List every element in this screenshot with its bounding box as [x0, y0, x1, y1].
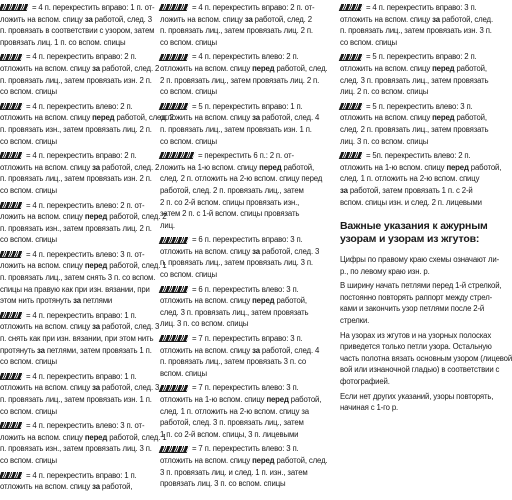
legend-entry	[0, 150, 158, 196]
legend-entry	[340, 101, 500, 147]
legend-entry-line: п. снять как при изн. вязании, при этом нить	[0, 334, 154, 344]
legend-entry-line: отложить на вспом. спицу за работой,	[0, 482, 133, 492]
legend-entry-line: п. провязать лиц., затем провязать изн. 3 п.	[340, 26, 492, 36]
legend-entry-line: отложить на вспом. спицу за работой, след. 4	[160, 345, 320, 355]
legend-entry-line: работой, след. 3 п. провязать лиц., затем	[160, 418, 304, 428]
legend-entry-first-line	[0, 420, 158, 432]
legend-column-left	[0, 2, 174, 496]
legend-entry-line: отложить на 1-ю вспом. спицу перед работой,	[160, 395, 322, 404]
cable-stitch-symbol-icon	[159, 446, 190, 453]
legend-entry	[0, 310, 158, 368]
cable-stitch-symbol-icon	[159, 385, 190, 392]
notes-paragraph	[340, 254, 500, 277]
legend-entry-text: = 4 п. перекрестить влево: 3 п. от-	[26, 421, 145, 431]
legend-entry-line: со вспом. спицы	[0, 185, 57, 195]
legend-entry-line: след. 3 п. провязать лиц., затем провязать	[340, 75, 489, 85]
notes-paragraph	[340, 330, 512, 388]
legend-entry-line: лиц.	[160, 220, 175, 230]
legend-entry-text: = 6 п. перекрестить вправо: 3 п.	[192, 235, 303, 245]
legend-entry-first-line	[160, 150, 338, 162]
legend-entry-line: этом нить протянуть за петлями	[0, 296, 113, 306]
legend-entry-line: вспом. спицы	[160, 368, 207, 378]
legend-entry-text: = 4 п. перекрестить влево: 2 п.	[26, 101, 133, 111]
legend-entry-line: отложить на вспом. спицу перед работой, след. 2	[0, 113, 174, 123]
legend-entry	[0, 101, 174, 147]
legend-entry-first-line	[0, 310, 158, 322]
legend-entry	[340, 2, 500, 48]
legend-entry-line: со вспом. спицы	[160, 270, 217, 280]
legend-entry-first-line	[160, 284, 338, 296]
cable-stitch-symbol-icon	[339, 152, 364, 159]
legend-entry-text: = 4 п. перекрестить вправо: 1 п.	[26, 470, 137, 480]
legend-entry-line: со вспом. спицы	[0, 455, 57, 465]
legend-entry	[0, 249, 167, 307]
legend-entry-first-line	[160, 443, 338, 455]
legend-entry-line: отложить на вспом. спицу перед работой,	[340, 113, 487, 123]
legend-entry-first-line	[160, 382, 338, 394]
legend-entry-line: отложить на вспом. спицу за работой, след. 2	[0, 63, 160, 73]
legend-entry-line: п. провязать лиц., затем провязать 3 п. со	[160, 357, 307, 367]
legend-entry-line: отложить на вспом. спицу перед работой,	[160, 296, 307, 306]
cable-stitch-symbol-icon	[0, 251, 23, 258]
legend-entry-line: со вспом. спицы	[0, 406, 57, 416]
cable-stitch-symbol-icon	[0, 202, 23, 209]
legend-entry-line: п. провязать лиц., затем провязать изн. 1 п.	[0, 395, 152, 404]
legend-entry	[340, 51, 500, 97]
cable-stitch-symbol-icon	[0, 103, 23, 110]
cable-stitch-symbol-icon	[0, 312, 23, 319]
legend-entry-line: отложить на вспом. спицу за работой, след. 2	[0, 162, 160, 172]
legend-entry-line: отложить на вспом. спицу за работой, след. 4	[160, 113, 320, 123]
notes-heading-line: узорам и узорам из жгутов:	[340, 233, 480, 246]
legend-entry	[0, 371, 158, 417]
legend-entry-line: п. провязать лиц., затем провязать лиц. 2 п.	[160, 26, 313, 36]
notes-paragraph-line: ками и закончить узор петлями после 2-й	[340, 304, 485, 314]
legend-entry-line: п. провязать изн., затем провязать лиц. 3 п.	[0, 444, 152, 454]
legend-entry-line: ложить на вспом. спицу за работой, след. 3	[0, 14, 152, 24]
legend-entry-text: = 4 п. перекрестить влево: 3 п. от-	[26, 249, 145, 259]
legend-entry-first-line	[160, 333, 338, 345]
legend-entry-text: = 4 п. перекрестить вправо: 2 п.	[26, 151, 137, 161]
legend-entry-text: = 4 п. перекрестить вправо: 2 п. от-	[192, 3, 315, 12]
legend-entry	[0, 2, 158, 48]
legend-entry-first-line	[160, 234, 338, 246]
legend-entry-text: = 7 п. перекрестить влево: 3 п.	[192, 444, 299, 454]
cable-stitch-symbol-icon	[0, 422, 23, 429]
notes-paragraph-line: р., по левому краю изн. р.	[340, 266, 430, 276]
legend-entry-line: отложить на вспом. спицу за работой, след. 3	[160, 246, 320, 256]
cable-stitch-symbol-icon	[159, 335, 190, 342]
notes-paragraph-line: Если нет других указаний, узоры повторять,	[340, 391, 494, 401]
legend-entry-line: со вспом. спицы	[0, 357, 57, 367]
cable-stitch-symbol-icon	[159, 54, 190, 61]
legend-entry-line: п. провязать лиц., затем провязать лиц. 3 п.	[160, 258, 313, 268]
notes-paragraph-line: начиная с 1-го р.	[340, 403, 399, 413]
legend-entry	[160, 2, 338, 48]
legend-entry-first-line	[0, 2, 158, 14]
legend-entry-line: ложить на вспом. спицу перед работой, след. 2	[0, 212, 167, 222]
legend-entry-text: = 4 п. перекрестить вправо: 3 п.	[366, 3, 477, 12]
legend-entry-text: = 4 п. перекрестить вправо: 1 п.	[26, 310, 137, 320]
cable-stitch-symbol-icon	[159, 4, 190, 11]
legend-entry-first-line	[0, 101, 158, 113]
legend-entry-line: п. провязать лиц., затем провязать изн. 1 п.	[160, 124, 312, 134]
legend-entry	[160, 333, 338, 379]
legend-entry-first-line	[0, 249, 158, 261]
legend-entry-line: ложить на вспом. спицу перед работой, след. 1	[0, 432, 167, 442]
legend-entry-line: со вспом. спицы	[160, 87, 217, 97]
legend-entry-line: отложить на вспом. спицу перед работой, след.	[160, 455, 328, 465]
legend-entry-line: протянуть за петлями, затем провязать 1 п.	[0, 345, 152, 355]
legend-entry-text: = 4 п. перекрестить вправо: 2 п.	[26, 52, 137, 62]
legend-entry-line: отложить на вспом. спицу перед работой, след.	[160, 63, 328, 73]
notes-paragraph-line: фотографией.	[340, 377, 390, 387]
notes-paragraph-line: часть полотна вязать основным узором (лицевой	[340, 353, 512, 363]
legend-entry	[0, 51, 158, 97]
notes-paragraph-line: В ширину начать петлями перед 1-й стрелкой,	[340, 281, 502, 291]
legend-entry-first-line	[160, 101, 338, 113]
legend-entry-text: = 6 п. перекрестить влево: 3 п.	[192, 284, 299, 294]
legend-entry	[160, 382, 338, 440]
legend-entry-first-line	[0, 200, 158, 212]
cable-stitch-symbol-icon	[339, 54, 364, 61]
legend-entry-first-line	[0, 371, 158, 383]
legend-entry-line: со вспом. спицы	[160, 37, 217, 47]
legend-entry	[0, 420, 167, 466]
legend-entry-line: ложить на вспом. спицу перед работой, след. 1	[0, 261, 167, 271]
notes-heading-line: Важные указания к ажурным	[340, 220, 488, 233]
legend-entry	[0, 200, 167, 246]
cable-stitch-symbol-icon	[0, 4, 29, 11]
legend-entry-line: п. провязать лиц., затем провязать изн. 2 п.	[0, 174, 152, 184]
legend-entry-text: = 5 п. перекрестить вправо: 2 п.	[366, 52, 477, 62]
legend-entry-line: отложить на вспом. спицу за работой, след. 3	[0, 383, 160, 393]
legend-entry-first-line	[160, 2, 338, 14]
legend-entry-text: = 7 п. перекрестить влево: 3 п.	[192, 383, 299, 393]
cable-stitch-symbol-icon	[0, 152, 23, 159]
cable-stitch-symbol-icon	[159, 286, 190, 293]
legend-entry-first-line	[0, 470, 158, 482]
legend-entry-first-line	[340, 150, 500, 162]
legend-entry-line: след. 3 п. провязать лиц., затем провязать	[160, 307, 309, 317]
legend-entry-line: 3 п. провязать лиц. и след. 1 п. изн., затем	[160, 467, 308, 477]
notes-paragraph-line: вой или изнаночной гладью) в соответствии с	[340, 365, 500, 375]
legend-entry-line: отложить на вспом. спицу за работой, след. 3	[0, 322, 160, 332]
legend-entry-line: отложить на вспом. спицу за работой, след.	[340, 14, 493, 24]
legend-entry-line: затем 2 п. с 1-й вспом. спицы провязать	[160, 209, 300, 219]
legend-entry	[340, 150, 500, 208]
legend-entry-text: = 5 п. перекрестить влево: 3 п.	[366, 101, 473, 111]
legend-entry-line: лиц. 3 п. со вспом. спицы	[160, 319, 249, 329]
legend-entry-first-line	[340, 51, 500, 63]
legend-entry-line: со вспом. спицы	[0, 87, 57, 97]
legend-entry-line: 2 п. со 2-й вспом. спицы провязать изн.,	[160, 197, 300, 207]
legend-entry-line: со вспом. спицы	[0, 235, 57, 245]
legend-entry-line: отложить на вспом. спицу перед работой,	[340, 63, 487, 73]
legend-entry	[160, 284, 338, 330]
legend-column-middle	[160, 2, 338, 493]
legend-entry	[160, 443, 338, 489]
legend-entry-line: со вспом. спицы	[0, 136, 57, 146]
legend-entry-line: п. провязать лиц., затем провязать изн. 2 п.	[0, 75, 152, 85]
legend-entry-line: лиц. 3 п. со вспом. спицы	[340, 136, 429, 146]
legend-entry-text: = 5п. перекрестить влево: 2 п.	[366, 151, 471, 161]
legend-entry-line: спицы на правую как при изн. вязании, при	[0, 284, 150, 294]
cable-stitch-symbol-icon	[159, 103, 190, 110]
notes-paragraph-line: приведется только петли узора. Остальную	[340, 342, 492, 352]
cable-stitch-symbol-icon	[339, 4, 364, 11]
notes-paragraph-line: Цифры по правому краю схемы означают ли-	[340, 255, 500, 265]
legend-entry-line: со вспом. спицы	[160, 136, 217, 146]
legend-column-right	[340, 2, 512, 417]
cable-stitch-symbol-icon	[159, 237, 190, 244]
legend-entry	[160, 101, 338, 147]
legend-entry	[160, 150, 338, 231]
legend-entry-line: п. провязать изн., затем провязать лиц. 2 п.	[0, 124, 152, 134]
legend-entry-text: = 4 п. перекрестить влево: 2 п. от-	[26, 200, 145, 210]
legend-entry-first-line	[340, 101, 500, 113]
legend-entry-line: за работой, затем провязать 1 п. с 2-й	[340, 185, 473, 195]
legend-entry-line: 2 п. провязать лиц., затем провязать лиц. 2 п.	[160, 75, 320, 85]
legend-entry-first-line	[340, 2, 500, 14]
legend-entry-line: ложить на 1-ю вспом. спицу перед работой,	[160, 162, 314, 172]
legend-entry	[0, 470, 158, 493]
notes-paragraph	[340, 280, 500, 326]
legend-entry-first-line	[0, 51, 158, 63]
legend-entry-text: = 5 п. перекрестить вправо: 1 п.	[192, 101, 303, 111]
legend-entry-first-line	[0, 150, 158, 162]
legend-entry-line: со вспом. спицы	[340, 37, 397, 47]
legend-entry-line: след. 1 п. отложить на 2-ю вспом. спицу	[340, 174, 480, 184]
legend-entry-line: п. провязать в соответствии с узором, затем	[0, 26, 155, 36]
legend-entry-line: отложить на 1-ю вспом. спицу перед работой,	[340, 162, 502, 172]
legend-entries-right	[340, 2, 500, 208]
legend-entry	[160, 234, 338, 280]
legend-entry-text: = перекрестить 6 п.: 2 п. от-	[198, 151, 294, 161]
legend-entry-line: провязать лиц. 1 п. со вспом. спицы	[0, 37, 126, 47]
cable-stitch-symbol-icon	[0, 472, 23, 479]
legend-entry-line: след. 2 п. отложить на 2-ю вспом. спицу перед	[160, 174, 323, 184]
legend-entry-line: работой, след. 2 п. провязать лиц., затем	[160, 185, 304, 195]
cable-stitch-symbol-icon	[0, 373, 23, 380]
legend-entry-text: = 4 п. перекрестить вправо: 1 п. от-	[32, 3, 155, 12]
notes-paragraph-line: стрелки.	[340, 316, 370, 326]
legend-entry-text: = 4 п. перекрестить влево: 2 п.	[192, 52, 299, 62]
legend-entry	[160, 51, 338, 97]
cable-stitch-symbol-icon	[339, 103, 364, 110]
legend-entry-first-line	[160, 51, 338, 63]
notes-paragraph-line: постоянно повторять раппорт между стрел-	[340, 292, 493, 302]
legend-entry-line: лиц. 2 п. со вспом. спицы	[340, 87, 429, 97]
cable-stitch-symbol-icon	[0, 54, 23, 61]
legend-entry-line: провязать лиц. 3 п. со вспом. спицы	[160, 479, 286, 489]
legend-entry-line: п. провязать лиц., затем снять 3 п. со вспом.	[0, 273, 156, 283]
legend-entry-line: п. провязать изн., затем провязать лиц. 2 п.	[0, 223, 152, 233]
notes-paragraph	[340, 391, 500, 414]
legend-entry-line: ложить на вспом. спицу за работой, след. 2	[160, 14, 312, 24]
notes-paragraph-line: На узорах из жгутов и на узорных полосках	[340, 330, 492, 340]
notes-heading	[340, 220, 500, 246]
legend-entry-line: след. 1 п. отложить на 2-ю вспом. спицу за	[160, 406, 309, 416]
notes-body	[340, 254, 512, 414]
legend-entry-line: след. 2 п. провязать лиц., затем провязать	[340, 124, 489, 134]
legend-entry-text: = 4 п. перекрестить вправо: 1 п.	[26, 371, 137, 381]
legend-entry-text: = 7 п. перекрестить вправо: 3 п.	[192, 334, 303, 344]
legend-entry-line: вспом. спицы изн. и след. 2 п. лицевыми	[340, 197, 482, 207]
legend-entry-line: 1 п. со 2-й вспом. спицы, 3 п. лицевыми	[160, 429, 299, 439]
cable-stitch-symbol-icon	[159, 152, 196, 159]
